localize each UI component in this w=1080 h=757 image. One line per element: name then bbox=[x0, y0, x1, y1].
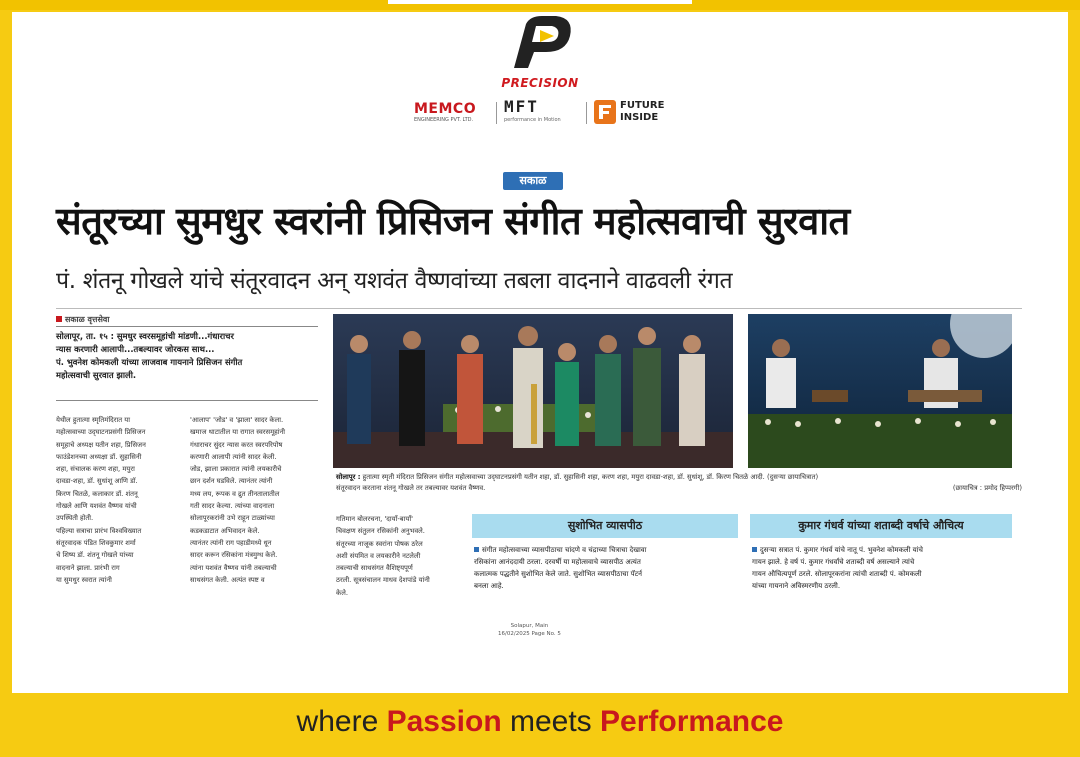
future-inside-line2: INSIDE bbox=[620, 112, 659, 123]
future-inside-wordmark bbox=[620, 100, 664, 124]
decorated-stage-box-body bbox=[474, 544, 736, 592]
kumar-gandharva-text: दुसऱ्या सत्रात पं. कुमार गंधर्व यांचे नातू पं. भुवनेश कोमकली यांचे गायन झाले. हे वर्ष पं. कुमार गंधर्वांचे शताब्दी वर्ष असल्याने त्यांचे गायन औचित्यपूर्ण ठरले. सोलापूरकरांना त्यांची शताब्दी पं. कोमकली यांच्या गायनाने अविस्मरणीय ठरली. bbox=[752, 546, 924, 590]
bullet-icon bbox=[752, 547, 757, 552]
mft-subtext: performance in Motion bbox=[504, 117, 561, 123]
newspaper-masthead: सकाळ bbox=[503, 172, 563, 190]
caption-credit: (छायाचित्र : प्रमोद हिप्परगी) bbox=[952, 484, 1022, 492]
mft-wordmark: MFT bbox=[504, 97, 539, 116]
news-bureau bbox=[56, 314, 109, 325]
santoor-performance-photo bbox=[748, 314, 1012, 468]
inauguration-photo bbox=[333, 314, 733, 468]
sponsor-strip bbox=[414, 98, 674, 128]
decorated-stage-text: संगीत महोत्सवाच्या व्यासपीठाचा चांदणे व चंद्राच्या चित्राचा देखावा रसिकांना आनंददायी ठरला. दरवर्षी या महोत्सवाचे व्यासपीठ अत्यंत कलात्मक पद्धतीने सुशोभित केले जाते. सुशोभित व्यासपीठाचा पॅटर्न बनला आहे. bbox=[474, 546, 647, 590]
bureau-label: सकाळ वृत्तसेवा bbox=[65, 315, 110, 324]
memco-logo bbox=[414, 102, 490, 124]
memco-subtext: ENGINEERING PVT. LTD. bbox=[414, 117, 474, 123]
photo-year-label: २०२५ bbox=[924, 319, 941, 328]
caption-line-2: संतूरवादन करताना शंतनू गोखले तर तबल्यावर यशवंत वैष्णव. bbox=[336, 484, 486, 492]
article-subheadline: पं. शंतनू गोखले यांचे संतूरवादन अन् यशवंत वैष्णवांच्या तबला वादनाने वाढवली रंगत bbox=[56, 268, 733, 294]
headline-rule bbox=[56, 308, 1022, 309]
decorated-stage-box-title: सुशोभित व्यासपीठ bbox=[472, 514, 738, 538]
sponsor-divider bbox=[496, 102, 497, 124]
kumar-gandharva-box-body bbox=[752, 544, 1012, 592]
mft-logo bbox=[504, 98, 580, 128]
future-inside-line1: FUTURE bbox=[620, 100, 665, 111]
intro-rule-bottom bbox=[56, 400, 318, 401]
tagline-part-1: where bbox=[296, 705, 387, 738]
edition-dateline: Solapur, Main 16/02/2025 Page No. 5 bbox=[498, 623, 561, 637]
article-headline: संतूरच्या सुमधुर स्वरांनी प्रिसिजन संगीत महोत्सवाची सुरवात bbox=[56, 199, 850, 243]
memco-wordmark: MEMCO bbox=[414, 101, 477, 117]
caption-line-1: हुतात्मा स्मृती मंदिरात प्रिसिजन संगीत महोत्सवाच्या उद्‌घाटनप्रसंगी यतीन शहा, डॉ. सुहासिनी शहा, करण शहा, मयुरा दावडा-शहा, डॉ. सुधांशू, डॉ. किरण चितळे आदी. (दुसऱ्या छायाचित्रात) bbox=[362, 473, 819, 481]
tagline-passion: Passion bbox=[386, 705, 502, 738]
logo-wordmark: PRECISION bbox=[501, 76, 579, 90]
kumar-gandharva-box-title: कुमार गंधर्व यांच्या शताब्दी वर्षाचे औचित्य bbox=[750, 514, 1012, 538]
intro-rule bbox=[56, 326, 318, 327]
future-inside-icon bbox=[594, 100, 616, 124]
bullet-icon bbox=[474, 547, 479, 552]
article-intro: सोलापूर, ता. १५ : सुमधुर स्वरसमूहांची मांडणी...गंधाराचर न्यास करणारी आलापी...तबल्यावर जोरकस साथ... पं. भुवनेश कोमकली यांच्या लाजवाब गायनाने प्रिसिजन संगीत महोत्सवाची सुरवात झाली. bbox=[56, 331, 243, 380]
article-column-1: येथील हुतात्मा स्मृतिमंदिरात या महोत्सवाच्या उद्‌घाटनप्रसंगी प्रिसिजन समूहाचे अध्यक्ष यतीन शहा, प्रिसिजन फाउंडेशनच्या अध्यक्षा डॉ. सुहासिनी शहा, संचालक करण शहा, मयुरा दावडा-शहा, डॉ. सुधांशू आणि डॉ. किरण चितळे, कलाकार डॉ. शंतनू गोखले आणि यशवंत वैष्णव यांची उपस्थिती होती. पहिल्या सत्राचा प्रारंभ विश्वविख्यात संतूरवादक पंडित शिवकुमार शर्मा चे शिष्य डॉ. शंतनू गोखले यांच्या वादनाने झाला. प्रारंभी राग या सुमधुर स्वरात त्यांनी bbox=[56, 416, 146, 584]
top-bar-gap bbox=[388, 0, 692, 4]
article-column-3: गतिमान बोलरचना, 'दायाँ-बायाँ' चिवक्षण संतुलन रसिकांनी अनुभवले. संतूरच्या नाजूक स्वरांना पोषक ठरेल अशी संयमित व लयकारीने नटलेली तबल्याची साथसंगत वैशिष्ट्यपूर्ण ठरली. सूत्रसंचालन माधव देशपांडे यांनी केले. bbox=[336, 515, 430, 597]
bureau-marker-icon bbox=[56, 316, 62, 322]
brand-tagline bbox=[0, 700, 1080, 744]
photo-caption bbox=[336, 472, 1030, 494]
caption-place: सोलापूर : bbox=[336, 473, 361, 481]
sponsor-divider bbox=[586, 102, 587, 124]
tagline-performance: Performance bbox=[600, 705, 784, 738]
tagline-part-2: meets bbox=[501, 705, 601, 738]
article-column-2: 'आलाप' 'जोड' व 'झाला' सादर केला. खमाज थाटातील या रागात स्वरसमूहांनी गंधाराचर सुंदर न्यास करत स्वरपरिपोष करणारी आलापी त्यांनी सादर केली. जोड, झाला प्रकारात त्यांनी लयकारीचे छान दर्शन घडविले. त्यानंतर त्यांनी मध्य लय, रूपक व द्रुत तीनतालातील गती सादर केल्या. त्यांच्या वादनाला सोलापूरकरांनी उभे राहून टाळ्यांच्या कडकडाटात अभिवादन केले. त्यानंतर त्यांनी राग पहाडीमध्ये धून सादर करून रसिकांना मंत्रमुग्ध केले. त्यांना यशवंत वैष्णव यांनी तबल्याची साथसंगत केली. अत्यंत स्पष्ट व bbox=[190, 416, 286, 584]
